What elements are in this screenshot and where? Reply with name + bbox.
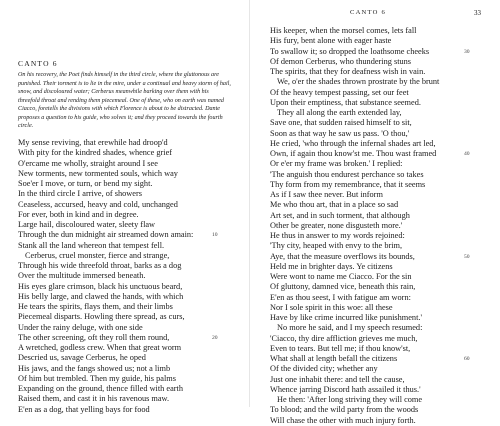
- verse-line: [252, 149, 470, 159]
- verse-text: Whence jarring Discord hath assailed it thus.': [270, 384, 421, 394]
- verse-text: Of demon Cerberus, who thundering stuns: [270, 56, 412, 66]
- right-page: [252, 0, 500, 425]
- verse-text: Through the dun midnight air streamed down amain:: [18, 230, 194, 240]
- verse-text: Were wont to name me Ciacco. For the sin: [270, 272, 412, 281]
- verse-line: [0, 138, 193, 148]
- verse-line: [252, 416, 439, 426]
- verse-line: [252, 293, 439, 303]
- verse-line: [252, 241, 439, 251]
- verse-line: [252, 364, 439, 374]
- verse-text: Of him but trembled. Then my guide, his palms: [18, 373, 176, 383]
- verse-text: We, o'er the shades thrown prostrate by the brunt: [277, 77, 440, 87]
- verse-text: Of gluttony, damned vice, beneath this rain,: [270, 282, 416, 292]
- verse-text: His eyes glare crimson, black his unctuous beard,: [18, 281, 183, 291]
- verse-text: Raised them, and cast it in his ravenous maw.: [18, 394, 170, 404]
- verse-line: [252, 262, 439, 272]
- verse-text: Soe'er I move, or turn, or bend my sight.: [18, 179, 153, 188]
- verse-line: [252, 231, 439, 241]
- verse-text: Held me in brighter days. Ye citizens: [270, 261, 393, 271]
- verse-line: [252, 118, 439, 128]
- verse-line: [0, 405, 193, 415]
- verse-line: [0, 230, 218, 240]
- verse-line: [0, 169, 193, 179]
- verse-text: In the third circle I arrive, of showers: [18, 189, 142, 199]
- verse-text: They all along the earth extended lay,: [277, 108, 402, 117]
- verse-text: He cried, 'who through the infernal shades art led,: [270, 138, 436, 148]
- verse-text: Expanding on the ground, thence filled with earth: [18, 384, 183, 393]
- verse-line: [0, 332, 218, 343]
- verse-text: His keeper, when the morsel comes, lets fall: [270, 26, 417, 35]
- verse-text: His belly large, and clawed the hands, with which: [18, 291, 184, 301]
- line-number: 30: [464, 48, 470, 55]
- verse-text: What shall at length befall the citizens: [270, 354, 398, 363]
- verse-text: Upon their emptiness, that substance seemed.: [270, 97, 421, 107]
- verse-line: [252, 313, 439, 323]
- verse-text: Piecemeal disparts. Howling there spread, as curs,: [18, 312, 185, 322]
- line-number: 10: [212, 232, 218, 239]
- verse-text: Just one inhabit there: and tell the cause,: [270, 374, 405, 384]
- verse-text: Art set, and in such torment, that although: [270, 210, 410, 220]
- verse-text: My sense reviving, that erewhile had droop'd: [18, 138, 168, 147]
- verse-line: [252, 251, 470, 262]
- verse-text: E'en as thou seest, I with fatigue am worn:: [270, 292, 411, 302]
- verse-line: [252, 159, 439, 169]
- verse-text: Me who thou art, that in a place so sad: [270, 200, 399, 210]
- verse-text: 'Thy city, heaped with envy to the brim,: [270, 241, 403, 251]
- page-gutter: [249, 0, 250, 407]
- verse-text: Other be greater, none disgusteth more.': [270, 220, 403, 230]
- verse-text: Large hail, discoloured water, sleety flaw: [18, 220, 156, 229]
- verse-line: [252, 139, 439, 149]
- verse-line: [252, 344, 439, 354]
- verse-line: [0, 302, 193, 312]
- verse-line: [0, 394, 193, 404]
- verse-text: Stank all the land whereon that tempest fell.: [18, 240, 165, 250]
- verse-text: Have by like crime incurred like punishment.': [270, 313, 422, 322]
- verse-line: [252, 36, 439, 46]
- verse-line: [252, 180, 439, 190]
- verse-text: As if I saw thee never. But inform: [270, 190, 383, 199]
- verse-line: [252, 395, 439, 405]
- verse-text: He tears the spirits, flays them, and their limbs: [18, 302, 173, 311]
- verse-text: Even to tears. But tell me; if thou know'st,: [270, 343, 411, 353]
- verse-line: [252, 88, 439, 98]
- verse-text: No more he said, and I my speech resumed:: [277, 323, 423, 333]
- verse-text: The other screening, oft they roll them round,: [18, 332, 170, 342]
- verse-line: [0, 323, 193, 333]
- left-verse-block: [0, 138, 218, 415]
- verse-line: [252, 375, 439, 385]
- verse-line: [252, 98, 439, 108]
- verse-text: Will chase the other with much injury forth.: [270, 415, 416, 425]
- verse-text: He thus in answer to my words rejoined:: [270, 231, 405, 240]
- line-number: 40: [464, 151, 470, 157]
- running-title: CANTO 6: [350, 9, 386, 16]
- verse-text: 'Ciacco, thy dire affliction grieves me much,: [270, 333, 418, 343]
- verse-text: He then: 'After long striving they will come: [277, 395, 423, 404]
- verse-text: Or e'er my frame was broken.' I replied:: [270, 159, 403, 169]
- verse-line: [252, 57, 439, 67]
- line-number: 50: [464, 253, 470, 260]
- verse-text: To swallow it; so dropped the loathsome cheeks: [270, 46, 430, 56]
- verse-line: [252, 211, 439, 221]
- verse-line: [0, 148, 193, 158]
- verse-text: Soon as that way he saw us pass. 'O thou,': [270, 128, 410, 138]
- verse-line: [0, 261, 193, 271]
- verse-line: [0, 210, 193, 220]
- line-number: 60: [464, 356, 470, 362]
- verse-line: [0, 282, 193, 292]
- verse-line: [252, 303, 439, 313]
- verse-line: [0, 364, 193, 374]
- verse-text: Through his wide threefold throat, barks as a dog: [18, 261, 182, 270]
- verse-line: [0, 220, 193, 230]
- verse-line: [0, 241, 193, 251]
- verse-line: [0, 251, 193, 261]
- verse-text: To blood; and the wild party from the woods: [270, 405, 419, 415]
- verse-text: Cerberus, cruel monster, fierce and strange,: [25, 250, 170, 260]
- verse-line: [0, 343, 193, 353]
- verse-line: [252, 26, 439, 36]
- verse-line: [0, 353, 193, 363]
- verse-line: [252, 354, 470, 364]
- verse-text: With pity for the kindred shades, whence grief: [18, 148, 173, 158]
- verse-line: [252, 282, 439, 292]
- verse-text: Save one, that sudden raised himself to sit,: [270, 118, 412, 128]
- verse-line: [252, 200, 439, 210]
- verse-text: Of the divided city; whether any: [270, 364, 378, 374]
- canto-argument: On his recovery, the Poet finds himself in the third circle, where the gluttonous are punished. Their torment is to lie in the mire, under a continual and heavy storm of hail, snow, and discoloured water; Cerberus meanwhile barking over them with his threefold throat and rending them piecemeal. One of these, who on earth was named Ciacco, foretells the divisions with which Florence is about to be distracted. Dante proposes a question to his guide, who solves it; and they proceed towards the fourth circle.: [18, 72, 231, 129]
- verse-line: [252, 385, 439, 395]
- verse-line: [252, 108, 439, 118]
- verse-line: [0, 159, 193, 169]
- verse-text: Ceaseless, accursed, heavy and cold, unchanged: [18, 199, 178, 209]
- line-number: 20: [212, 334, 218, 341]
- verse-line: [252, 190, 439, 200]
- verse-line: [252, 334, 439, 344]
- verse-text: O'ercame me wholly, straight around I see: [18, 158, 158, 168]
- verse-line: [252, 77, 439, 87]
- verse-line: [0, 312, 193, 322]
- verse-text: A wretched, godless crew. When that great worm: [18, 343, 182, 352]
- verse-line: [0, 292, 193, 302]
- verse-line: [0, 189, 193, 199]
- verse-text: New torments, new tormented souls, which way: [18, 168, 178, 178]
- verse-line: [252, 323, 439, 333]
- verse-line: [252, 67, 439, 77]
- verse-text: Of the heavy tempest passing, set our feet: [270, 87, 409, 97]
- verse-line: [252, 221, 439, 231]
- verse-text: E'en as a dog, that yelling bays for food: [18, 404, 150, 414]
- verse-line: [252, 129, 439, 139]
- verse-line: [0, 200, 193, 210]
- verse-text: For ever, both in kind and in degree.: [18, 209, 139, 219]
- left-page: [0, 0, 248, 414]
- verse-text: His jaws, and the fangs showed us; not a limb: [18, 363, 171, 373]
- verse-text: Own, if again thou know'st me. Thou wast framed: [270, 149, 437, 158]
- verse-text: Over the multitude immersed beneath.: [18, 271, 146, 281]
- right-verse-block: [252, 26, 470, 426]
- verse-text: Thy form from my remembrance, that it seems: [270, 179, 426, 189]
- verse-line: [0, 374, 193, 384]
- verse-line: [0, 384, 193, 394]
- verse-text: Descried us, savage Cerberus, he oped: [18, 353, 146, 363]
- verse-text: The spirits, that they for deafness wish in vain.: [270, 67, 426, 76]
- verse-line: [252, 170, 439, 180]
- canto-heading: CANTO 6: [18, 59, 58, 68]
- verse-line: [0, 179, 193, 189]
- verse-text: Under the rainy deluge, with one side: [18, 322, 143, 332]
- page-number: 33: [474, 9, 481, 17]
- verse-line: [252, 272, 439, 282]
- verse-line: [0, 271, 193, 281]
- verse-text: 'The anguish thou endurest perchance so takes: [270, 169, 424, 179]
- verse-text: His fury, bent alone with eager haste: [270, 36, 392, 46]
- verse-text: Aye, that the measure overflows its bounds,: [270, 251, 415, 261]
- verse-text: Nor I sole spirit in this woe: all these: [270, 302, 393, 312]
- verse-line: [252, 46, 470, 57]
